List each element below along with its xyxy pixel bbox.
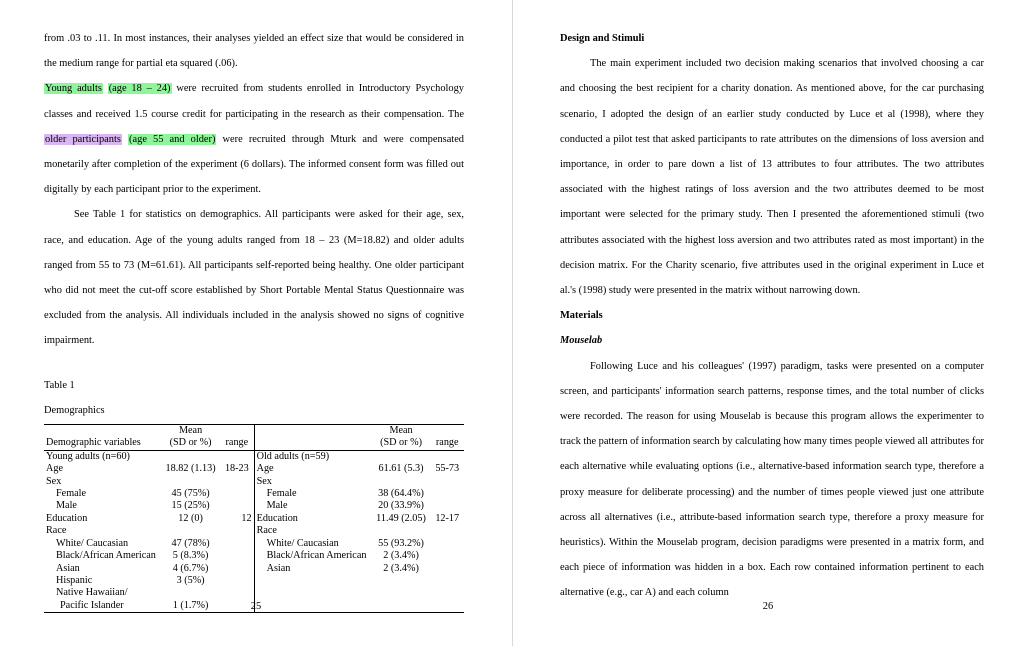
- cell-range-right: [430, 488, 464, 500]
- table-row: [44, 525, 464, 537]
- cell-label-right: Female: [254, 488, 372, 500]
- cell-sd-left: 15 (25%): [171, 500, 210, 512]
- cell-label-left: Native Hawaiian/: [56, 587, 128, 599]
- group-young-adults: Young adults (n=60): [46, 450, 130, 462]
- cell-sd-right: 61.61 (5.3): [378, 463, 424, 475]
- table-row: [44, 463, 464, 475]
- cell-range-left: [220, 575, 254, 587]
- cell-sd-left: 18.82 (1.13): [165, 463, 216, 475]
- header-range-left: range: [220, 437, 254, 450]
- cell-range-right: [430, 525, 464, 537]
- cell-sd-left: [161, 476, 220, 488]
- header-blank-right: [254, 425, 372, 438]
- cell-label-right: [254, 587, 372, 599]
- cell-label-left: Male: [56, 500, 77, 512]
- table-row: [44, 500, 464, 512]
- cell-range-left: [220, 587, 254, 599]
- group-young-sd: [161, 450, 220, 463]
- header-variables: Demographic variables: [44, 437, 161, 450]
- page-number-right: 26: [762, 601, 774, 612]
- cell-sd-left: [161, 525, 220, 537]
- highlight-young-age-range: (age 18 – 24): [108, 83, 171, 95]
- table-row: [44, 550, 464, 562]
- cell-range-right: [430, 550, 464, 562]
- cell-range-left: [220, 563, 254, 575]
- table-header-mean-row: [44, 425, 464, 438]
- cell-sd-right: 20 (33.9%): [378, 500, 424, 512]
- table-row: [44, 587, 464, 599]
- header-variables-right: [254, 437, 372, 450]
- cell-sd-left: 5 (8.3%): [172, 550, 209, 562]
- table-row: [44, 538, 464, 550]
- cell-range-left: 18-23: [224, 463, 249, 475]
- space-1: [103, 83, 108, 94]
- group-old-adults: Old adults (n=59): [254, 450, 372, 463]
- table-row: [44, 476, 464, 488]
- cell-label-right: Male: [254, 500, 372, 512]
- header-mean-right: Mean: [372, 425, 431, 438]
- cell-label-right: Age: [254, 463, 372, 475]
- header-range-right: range: [430, 437, 464, 450]
- cell-sd-left: 12 (0): [178, 512, 203, 524]
- heading-mouselab: Mouselab: [560, 335, 603, 347]
- group-old-range: [430, 450, 464, 463]
- text-older-recruit: were recruited through Mturk and were compensated monetarily after completion of the experiment (6 dollars). The informed consent form was filled out digitally by each participant prior to the experiment.: [44, 133, 464, 196]
- paragraph-demographics: See Table 1 for statistics on demographics. All participants were asked for their age, sex, race, and education. Age of the young adults ranged from 18 – 23 (M=18.82) and older adults ranged from 55 to 73 (M=61.61). All participants self-reported being healthy. One older participant who did not meet the cut-off score established by Short Portable Mental Status Questionnaire was excluded from the analysis. All individuals included in the analysis showed no signs of cognitive impairment.: [44, 209, 464, 347]
- cell-range-left: [220, 488, 254, 500]
- cell-label-right: Black/African American: [254, 550, 372, 562]
- cell-label-left: White/ Caucasian: [56, 537, 129, 549]
- cell-range-left: [220, 550, 254, 562]
- cell-sd-right: 2 (3.4%): [383, 562, 419, 574]
- cell-sd-left: 1 (1.7%): [161, 600, 220, 613]
- cell-sd-right: 55 (93.2%): [378, 537, 424, 549]
- cell-range-right: [430, 500, 464, 512]
- cell-range-left: [220, 525, 254, 537]
- table-label: Table 1: [44, 379, 75, 391]
- table-demographics: [44, 373, 464, 614]
- cell-sd-right: [372, 575, 431, 587]
- cell-sd-left: 45 (75%): [171, 488, 210, 500]
- header-mean-left: Mean: [161, 425, 220, 438]
- cell-label-left: Education: [46, 512, 88, 524]
- cell-range-left: [220, 538, 254, 550]
- cell-label-right: Education: [254, 513, 372, 525]
- cell-sd-left: 4 (6.7%): [172, 562, 209, 574]
- cell-label-left: Sex: [46, 475, 62, 487]
- cell-sd-left: 47 (78%): [171, 537, 210, 549]
- cell-range-right: [430, 575, 464, 587]
- paragraph-mouselab: Following Luce and his colleagues' (1997) paradigm, tasks were presented on a computer screen, and participants' information search patterns, response times, and the total number of clicks were recorded. The reason for using Mouselab is because this program allows the experimenter to track the pattern of information search by calculating how many times people viewed all attributes for each alternative while evaluating options (i.e., alternative-based information search type, therefore a proxy measure for deliberate processing) and the number of times people viewed just one attribute across all alternatives (i.e., attribute-based information search type, therefore a proxy measure for heuristics). Within the Mouselab program, decision paradigms were presented in a matrix form, and each piece of information was hidden in a box. Each row contained information pertinent to each alternative (e.g., car A) and each column: [560, 360, 984, 599]
- paragraph-participants: [44, 76, 464, 202]
- cell-sd-right: [372, 525, 431, 537]
- table-row: [44, 513, 464, 525]
- table-caption: Demographics: [44, 404, 105, 416]
- cell-label-left: Female: [56, 488, 86, 500]
- cell-sd-right: 38 (64.4%): [378, 488, 424, 500]
- highlight-young-adults: Young adults: [45, 83, 102, 95]
- cell-range-left: [220, 476, 254, 488]
- cell-range-right: [430, 587, 464, 599]
- cell-range-right: [430, 563, 464, 575]
- cell-sd-left: [161, 587, 220, 599]
- group-old-sd: [372, 450, 431, 463]
- cell-range-right: [430, 538, 464, 550]
- cell-range-right: 12-17: [435, 512, 460, 524]
- cell-range-left: [220, 500, 254, 512]
- cell-label-right: Sex: [254, 476, 372, 488]
- cell-sd-right: 2 (3.4%): [383, 550, 419, 562]
- cell-label-left: Black/African American: [56, 550, 156, 562]
- heading-design-and-stimuli: Design and Stimuli: [560, 33, 645, 44]
- header-blank-range-left: [220, 425, 254, 438]
- cell-range-left: 12: [241, 512, 252, 524]
- table-row: [44, 575, 464, 587]
- table-group-row: [44, 450, 464, 463]
- cell-label-left: Hispanic: [56, 574, 93, 586]
- table-row: [44, 563, 464, 575]
- cell-range-right: 55-73: [435, 463, 460, 475]
- table-header-row: [44, 437, 464, 450]
- cell-label-left: Pacific Islander: [44, 600, 161, 613]
- page-right: [512, 0, 1024, 646]
- page-number-left: 25: [250, 601, 262, 612]
- highlight-older-participants: older participants: [45, 133, 121, 145]
- cell-sd-left: 3 (5%): [176, 574, 205, 586]
- header-blank-range-right: [430, 425, 464, 438]
- header-sd-left: (SD or %): [161, 437, 220, 450]
- cell-range-right: [430, 476, 464, 488]
- text-young-recruit: were recruited from students enrolled in Introductory Psychology classes and received 1.5 course credit for participating in the research as their compensation. The: [44, 83, 464, 120]
- group-young-range: [220, 450, 254, 463]
- table-row: [44, 488, 464, 500]
- heading-materials: Materials: [560, 310, 603, 322]
- cell-label-right: [254, 575, 372, 587]
- cell-label-left: Asian: [56, 562, 80, 574]
- cell-label-right: Race: [254, 525, 372, 537]
- cell-sd-right: 11.49 (2.05): [376, 512, 426, 524]
- paragraph-effect-size: from .03 to .11. In most instances, their analyses yielded an effect size that would be considered in the medium range for partial eta squared (.06).: [44, 33, 464, 70]
- header-blank-left: [44, 425, 161, 438]
- highlight-older-age-range: (age 55 and older): [129, 133, 216, 145]
- cell-label-right: Asian: [254, 563, 372, 575]
- cell-sd-right: [372, 587, 431, 599]
- cell-sd-right: [372, 476, 431, 488]
- cell-label-right: White/ Caucasian: [254, 538, 372, 550]
- cell-label-left: Race: [46, 525, 67, 537]
- header-sd-right: (SD or %): [372, 437, 431, 450]
- cell-label-left: Age: [46, 463, 63, 475]
- paragraph-design-and-stimuli: The main experiment included two decision making scenarios that involved choosing a car and choosing the best recipient for a charity donation. As mentioned above, for the car purchasing scenario, I adopted the design of an earlier study conducted by Luce et al (1998), where they conducted a pilot test that asked participants to rate attributes on the dimensions of loss aversion and importance, in order to pare down a list of 13 attributes to four attributes. The two attributes associated with the highest ratings of loss aversion and the two attributes deemed to be most important were selected for the primary study. Then I presented the aforementioned stimuli (two attributes associated with the highest loss aversion and two attributes rated as most important) in the decision matrix. For the Charity scenario, five attributes used in the original experiment in Luce et al.'s (1998) study were presented in the matrix without narrowing down.: [560, 58, 984, 297]
- demographics-table: [44, 424, 464, 613]
